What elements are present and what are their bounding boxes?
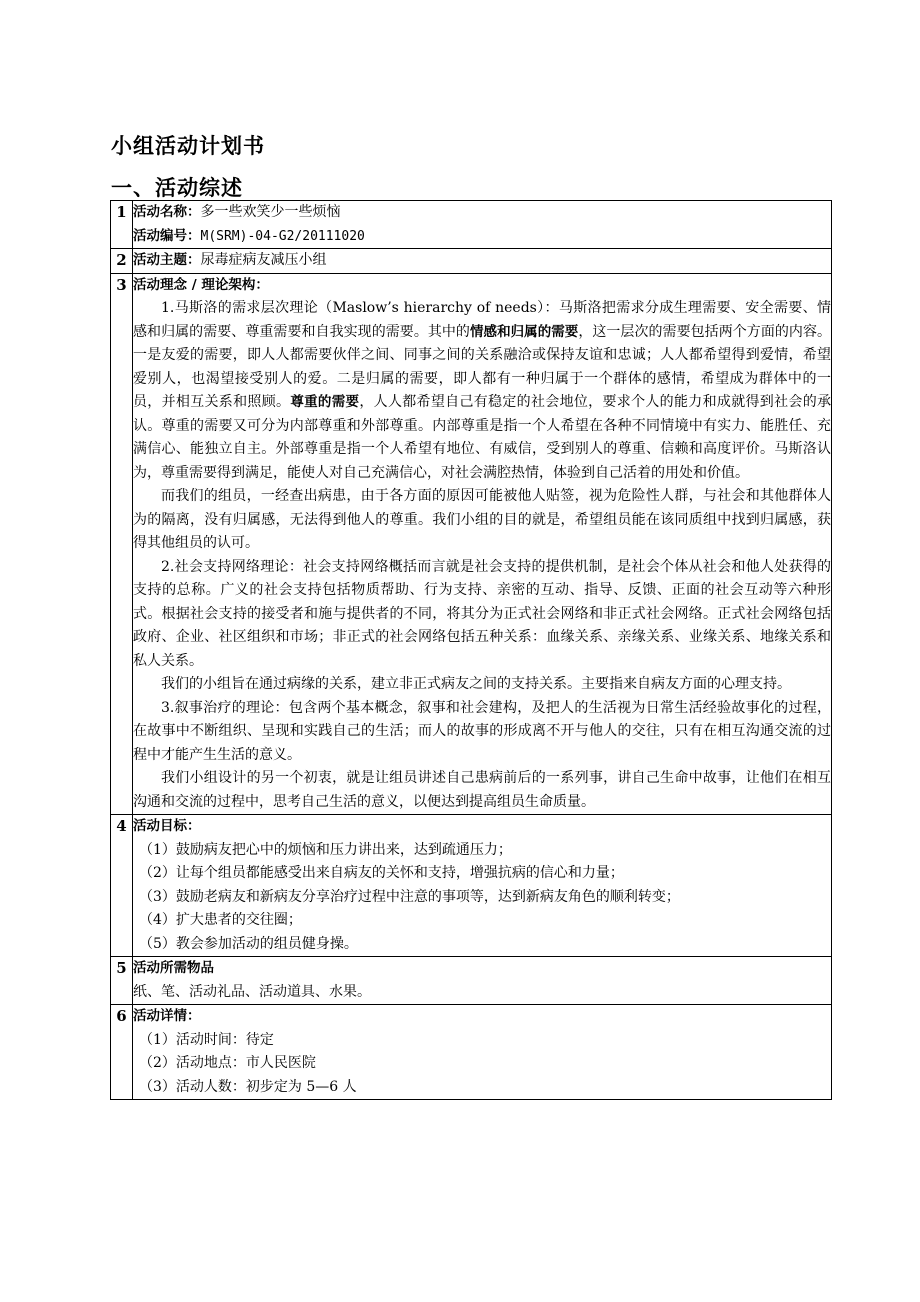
goal-item: （4）扩大患者的交往圈； [139,912,302,928]
activity-name-cell [133,201,832,249]
row-number: 3 [111,273,133,815]
materials-cell [133,957,832,1005]
goal-item: （3）鼓励老病友和新病友分享治疗过程中注意的事项等，达到新病友角色的顺利转变； [139,888,680,905]
detail-item: （3）活动人数：初步定为 5—6 人 [139,1078,357,1095]
goals-label: 活动目标： [133,818,201,834]
maslow-bold-belonging: 情感和归属的需要 [469,323,579,340]
social-support-paragraph: 2.社会支持网络理论：社会支持网络概括而言就是社会支持的提供机制，是社会个体从社会和他人处获得的支持的总称。广义的社会支持包括物质帮助、行为支持、亲密的互动、指导、反馈、正面的社会互动等六种形式。根据社会支持的接受者和施与提供者的不同，将其分为正式社会网络和非正式社会网络。正式社会网络包括政府、企业、社区组织和市场；非正式的社会网络包括五种关系：血缘关系、亲缘关系、业缘关系、地缘关系和私人关系。 [133,558,831,669]
detail-item: （2）活动地点：市人民医院 [139,1055,316,1071]
narrative-therapy-paragraph: 3.叙事治疗的理论：包含两个基本概念，叙事和社会建构，及把人的生活视为日常生活经验故事化的过程，在故事中不断组织、呈现和实践自己的生活；而人的故事的形成离不开与他人的交往，只有在相互沟通交流的过程中才能产生生活的意义。 [133,699,831,763]
table-row [111,201,832,249]
group-belonging-paragraph: 而我们的组员，一经查出病患，由于各方面的原因可能被他人贴签，视为危险性人群，与社会和其他群体人为的隔离，没有归属感，无法得到他人的尊重。我们小组的目的就是，希望组员能在该同质组中找到归属感，获得其他组员的认可。 [133,488,831,551]
goal-item: （2）让每个组员都能感受出来自病友的关怀和支持，增强抗病的信心和力量； [139,865,624,881]
maslow-text-a: 1.马斯洛的需求层次理论（Maslow’s hierarchy of needs）：马斯洛把需求分成生理需要、安全需要、情感和归属的需要、尊重需要和自我实现的需要。其中的 [133,300,831,340]
activity-theme-value: 尿毒症病友减压小组 [200,252,327,268]
maslow-bold-esteem: 尊重的需要 [290,394,360,410]
maslow-text-c: ，这一层次的需要包括两个方面的内容。一是友爱的需要，即人人都需要伙伴之间、同事之间的关系融洽或保持友谊和忠诚；人人都希望得到爱情，希望爱别人，也渴望接受别人的爱。二是归属的需要，即人都有一种归属于一个群体的感情，希望成为群体中的一员，并相互关系和照顾。 [133,323,832,410]
details-cell [133,1005,832,1100]
materials-value: 纸、笔、活动礼品、活动道具、水果。 [133,983,371,1000]
design-intent-paragraph: 我们小组设计的另一个初衷，就是让组员讲述自己患病前后的一系列事，讲自己生命中故事，让他们在相互沟通和交流的过程中，思考自己生活的意义，以便达到提高组员生命质量。 [133,770,831,810]
activity-name-label: 活动名称： [133,204,201,220]
activity-code-value: M(SRM)-04-G2/20111020 [200,228,365,244]
row-number: 6 [111,1005,133,1100]
table-row [111,957,832,1005]
goal-item: （1）鼓励病友把心中的烦恼和压力讲出来，达到疏通压力； [139,841,512,858]
row-number: 1 [111,201,133,249]
goals-cell [133,815,832,957]
materials-label: 活动所需物品 [133,960,214,976]
row-number: 4 [111,815,133,957]
table-row [111,815,832,957]
page-title: 小组活动计划书 [111,134,265,158]
plan-table [110,200,832,1100]
row-number: 2 [111,249,133,274]
theory-label: 活动理念 / 理论架构： [133,276,269,293]
activity-theme-label: 活动主题： [133,252,201,268]
activity-name-value: 多一些欢笑少一些烦恼 [200,204,341,220]
detail-item: （1）活动时间：待定 [139,1031,274,1048]
peer-support-paragraph: 我们的小组旨在通过病缘的关系，建立非正式病友之间的支持关系。主要指来自病友方面的心理支持。 [161,676,791,692]
table-row [111,249,832,274]
section-heading: 一、活动综述 [111,176,243,200]
theory-cell [133,273,832,815]
goal-item: （5）教会参加活动的组员健身操。 [139,935,358,952]
activity-theme-cell [133,249,832,274]
table-row [111,1005,832,1100]
maslow-paragraph [133,297,831,485]
table-row [111,273,832,815]
activity-code-label: 活动编号： [133,227,201,244]
row-number: 5 [111,957,133,1005]
maslow-text-d: ，人人都希望自己有稳定的社会地位，要求个人的能力和成就得到社会的承认。尊重的需要又可分为内部尊重和外部尊重。内部尊重是指一个人希望在各种不同情境中有实力、能胜任、充满信心、能独立自主。外部尊重是指一个人希望有地位、有威信，受到别人的尊重、信赖和高度评价。马斯洛认为，尊重需要得到满足，能使人对自己充满信心，对社会满腔热情，体验到自己活着的用处和价值。 [133,394,832,481]
details-label: 活动详情： [133,1008,201,1024]
